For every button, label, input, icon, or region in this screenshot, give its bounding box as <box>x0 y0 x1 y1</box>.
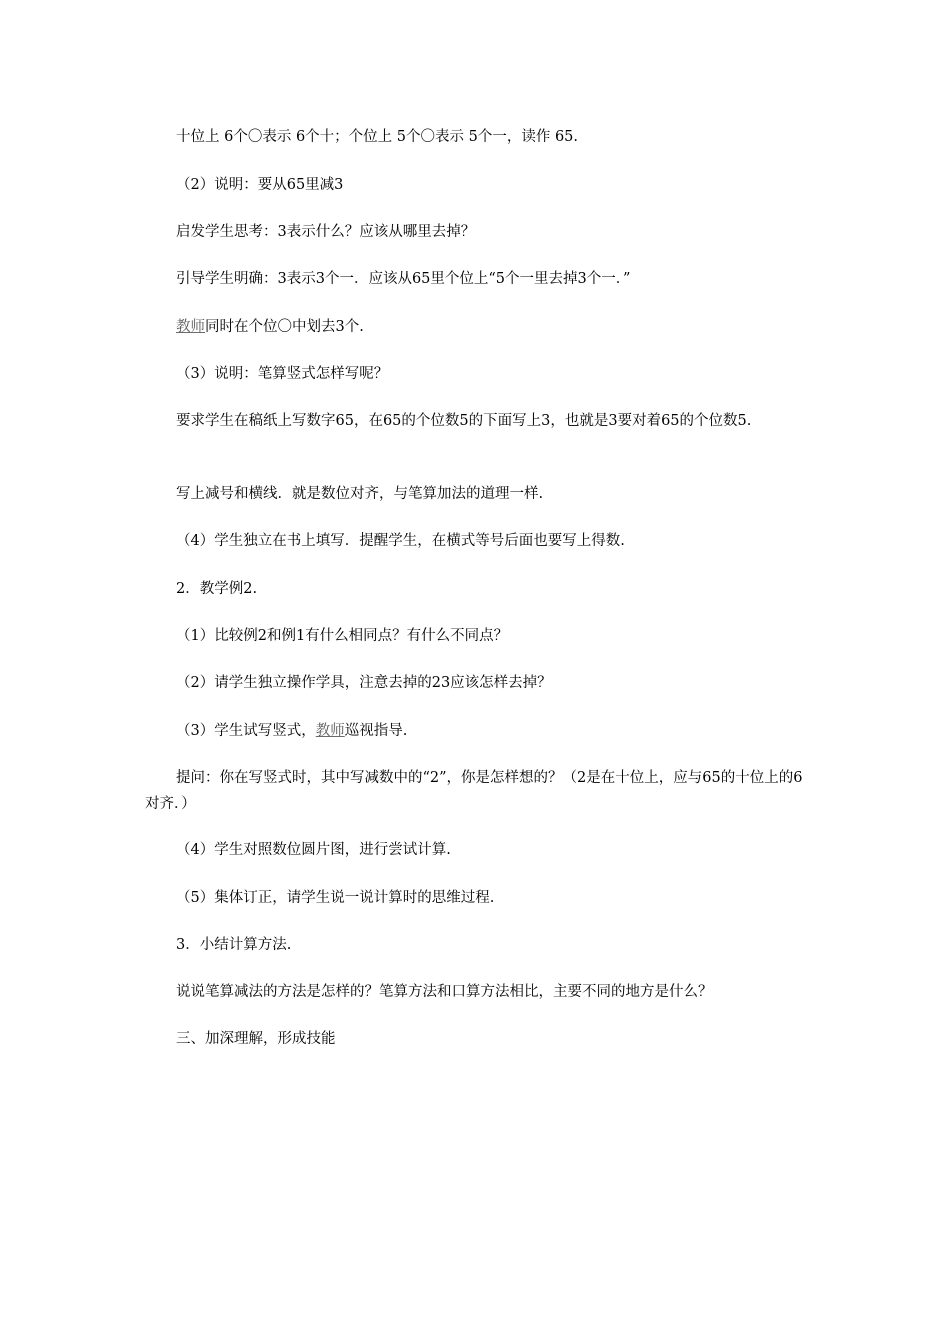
paragraph-prompt-thinking: 启发学生思考：3表示什么？应该从哪里去掉？ <box>176 224 476 240</box>
paragraph-example-2: 2．教学例2. <box>176 581 258 597</box>
paragraph-vertical-form: （3）说明：笔算竖式怎样写呢？ <box>176 366 389 382</box>
teacher-link[interactable]: 教师 <box>176 319 205 335</box>
paragraph-explain-subtract: （2）说明：要从65里减3 <box>176 177 344 193</box>
paragraph-question-alignment: 提问：你在写竖式时，其中写减数中的“2”，你是怎样想的？（2是在十位上，应与65的十位上的6对齐．） <box>145 770 803 812</box>
paragraph-text: 巡视指导. <box>344 723 408 739</box>
paragraph-fill-in-book: （4）学生独立在书上填写．提醒学生，在横式等号后面也要写上得数. <box>176 533 625 549</box>
paragraph-group-correct: （5）集体订正，请学生说一说计算时的思维过程. <box>176 890 495 906</box>
paragraph-text: 同时在个位〇中划去3个. <box>205 319 364 335</box>
paragraph-text: （3）学生试写竖式， <box>176 723 316 739</box>
paragraph-teacher-cross-out <box>145 314 813 340</box>
paragraph-disc-diagram: （4）学生对照数位圆片图，进行尝试计算. <box>176 842 451 858</box>
paragraph-try-vertical <box>145 718 813 744</box>
teacher-link[interactable]: 教师 <box>315 723 345 739</box>
section-heading: 三、加深理解，形成技能 <box>176 1031 336 1047</box>
paragraph-summary: 3．小结计算方法. <box>176 937 292 953</box>
paragraph-write-digits: 要求学生在稿纸上写数字65，在65的个位数5的下面写上3，也就是3要对着65的个位数5. <box>176 413 752 429</box>
paragraph-operate-tools: （2）请学生独立操作学具，注意去掉的23应该怎样去掉？ <box>176 675 552 691</box>
paragraph-guide-clarify: 引导学生明确：3表示3个一．应该从65里个位上“5个一里去掉3个一．” <box>176 271 631 287</box>
paragraph-minus-line: 写上减号和横线．就是数位对齐，与笔算加法的道理一样. <box>176 486 544 502</box>
paragraph-place-value: 十位上 6个〇表示 6个十；个位上 5个〇表示 5个一，读作 65. <box>176 129 579 145</box>
paragraph-compare-examples: （1）比较例2和例1有什么相同点？有什么不同点？ <box>176 628 509 644</box>
paragraph-method-comparison: 说说笔算减法的方法是怎样的？笔算方法和口算方法相比，主要不同的地方是什么？ <box>176 984 713 1000</box>
